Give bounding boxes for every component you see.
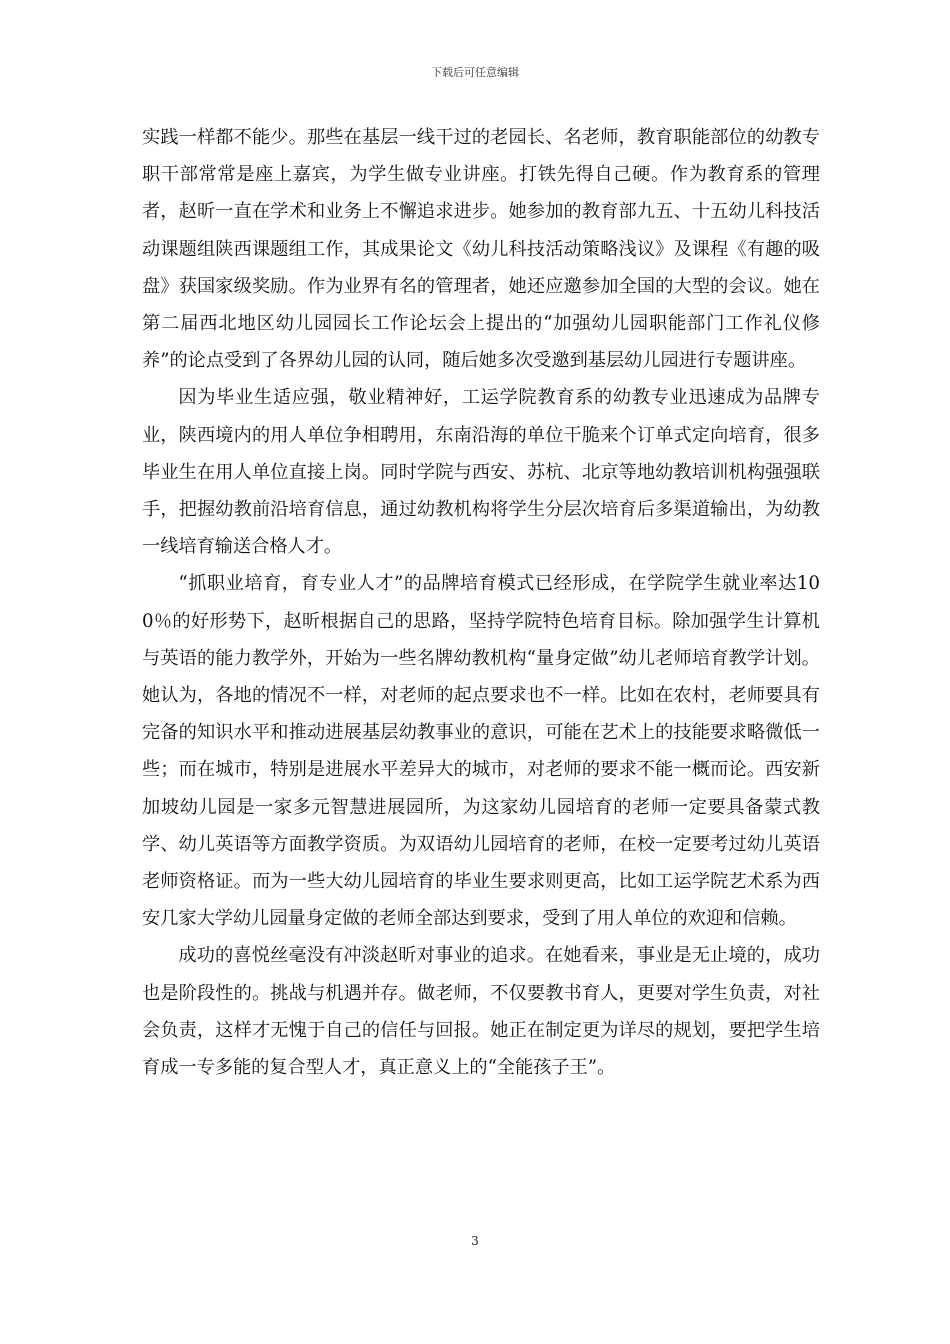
- page-number: 3: [471, 1234, 479, 1248]
- paragraph-2: 因为毕业生适应强，敬业精神好，工运学院教育系的幼教专业迅速成为品牌专业，陕西境内的用人单位争相聘用，东南沿海的单位干脆来个订单式定向培育，很多毕业生在用人单位直接上岗。同时学院与西安、苏杭、北京等地幼教培训机构强强联手，把握幼教前沿培育信息，通过幼教机构将学生分层次培育后多渠道输出，为幼教一线培育输送合格人才。: [142, 387, 820, 558]
- paragraph-1: 实践一样都不能少。那些在基层一线干过的老园长、名老师，教育职能部位的幼教专职干部常常是座上嘉宾，为学生做专业讲座。打铁先得自己硬。作为教育系的管理者，赵昕一直在学术和业务上不懈追求进步。她参加的教育部九五、十五幼儿科技活动课题组陕西课题组工作，其成果论文《幼儿科技活动策略浅议》及课程《有趣的吸盘》获国家级奖励。作为业界有名的管理者，她还应邀参加全国的大型的会议。她在第二届西北地区幼儿园园长工作论坛会上提出的“加强幼儿园职能部门工作礼仪修养”的论点受到了各界幼儿园的认同，随后她多次受邀到基层幼儿园进行专题讲座。: [142, 127, 820, 372]
- page-header: 下载后可任意编辑: [431, 66, 519, 79]
- paragraph-4: 成功的喜悦丝毫没有冲淡赵昕对事业的追求。在她看来，事业是无止境的，成功也是阶段性的。挑战与机遇并存。做老师，不仅要教书育人，更要对学生负责，对社会负责，这样才无愧于自己的信任与回报。她正在制定更为详尽的规划，要把学生培育成一专多能的复合型人才，真正意义上的“全能孩子王”。: [142, 945, 820, 1079]
- document-body: [142, 119, 820, 1086]
- paragraph-3: “抓职业培育，育专业人才”的品牌培育模式已经形成，在学院学生就业率达100％的好形势下，赵昕根据自己的思路，坚持学院特色培育目标。除加强学生计算机与英语的能力教学外，开始为一些名牌幼教机构“量身定做”幼儿老师培育教学计划。她认为，各地的情况不一样，对老师的起点要求也不一样。比如在农村，老师要具有完备的知识水平和推动进展基层幼教事业的意识，可能在艺术上的技能要求略微低一些；而在城市，特别是进展水平差异大的城市，对老师的要求不能一概而论。西安新加坡幼儿园是一家多元智慧进展园所，为这家幼儿园培育的老师一定要具备蒙式教学、幼儿英语等方面教学资质。为双语幼儿园培育的老师，在校一定要考过幼儿英语老师资格证。而为一些大幼儿园培育的毕业生要求则更高，比如工运学院艺术系为西安几家大学幼儿园量身定做的老师全部达到要求，受到了用人单位的欢迎和信赖。: [142, 573, 820, 930]
